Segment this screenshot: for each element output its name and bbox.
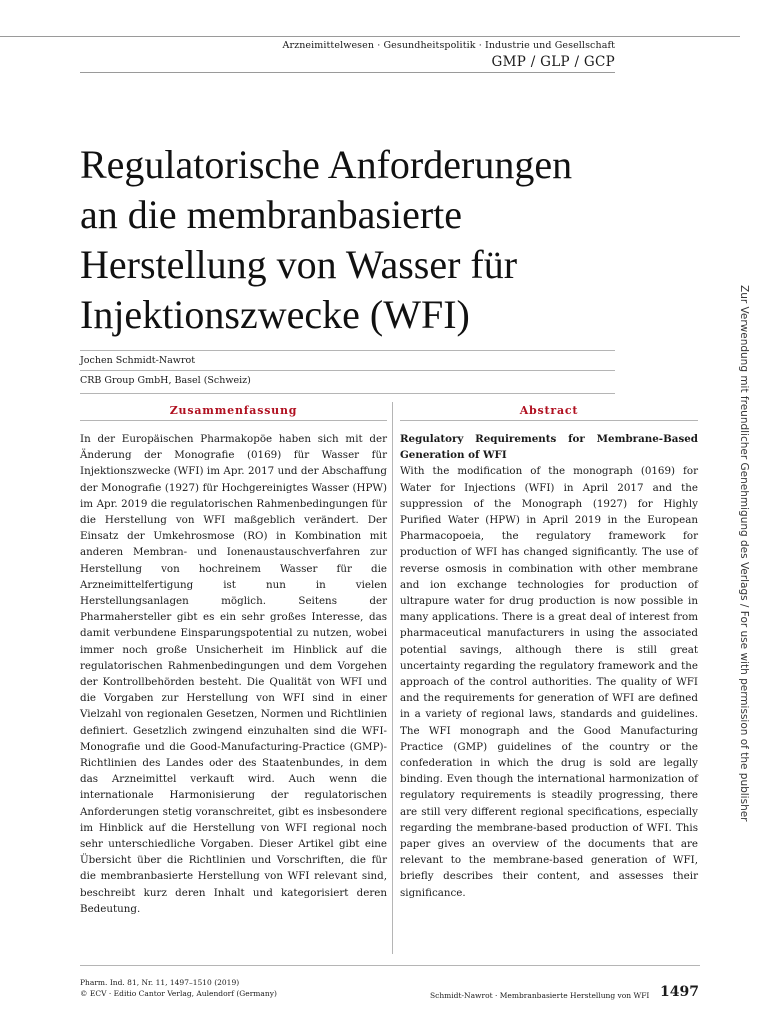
zusammenfassung-column (80, 402, 387, 917)
abstract-heading: Abstract (400, 402, 698, 421)
abstract-subtitle: Regulatory Requirements for Membrane-Based Generation of WFI (400, 433, 698, 462)
footer-journal-citation: Pharm. Ind. 81, Nr. 11, 1497–1510 (2019) (80, 978, 240, 987)
title-line: Herstellung von Wasser für (80, 242, 518, 287)
affiliation-bottom-rule (80, 393, 615, 394)
header-section: GMP / GLP / GCP (491, 54, 615, 70)
zusammenfassung-text: In der Europäischen Pharmakopöe haben sich mit der Änderung der Monografie (0169) für Wasser für Injektionszwecke (WFI) im Apr. 2017 und der Abschaffung der Monografie (1927) für Hochgereinigtes Wasser (HPW) im Apr. 2019 die regulatorischen Rahmenbedingungen für die Herstellung von WFI maßgeblich verändert. Der Einsatz der Umkehrosmose (RO) in Kombination mit anderen Membran- und Ionenaustauschverfahren zur Herstellung von hochreinem Wasser für die Arzneimittelfertigung ist nun in vielen Herstellungsanlagen möglich. Seitens der Pharmahersteller gibt es ein sehr großes Interesse, das damit verbundene Einsparungspotential zu nutzen, wobei immer noch große Unsicherheit im Hinblick auf die regulatorischen Rahmenbedingungen und dem Vorgehen der Kontrollbehörden besteht. Die Qualität von WFI und die Vorgaben zur Herstellung von WFI sind in einer Vielzahl von regionalen Gesetzen, Normen und Richtlinien definiert. Gesetzlich zwingend einzuhalten sind die WFI-Monografie und die Good-Manufacturing-Practice (GMP)-Richtlinien des Landes oder des Staatenbundes, in dem das Arzneimittel verkauft wird. Auch wenn die internationale Harmonisierung der regulatorischen Anforderungen stetig voranschreitet, gibt es insbesondere im Hinblick auf die Herstellung von WFI regional noch sehr unterschiedliche Vorgaben. Dieser Artikel gibt eine Übersicht über die Richtlinien und Vorschriften, die für die membranbasierte Herstellung von WFI relevant sind, beschreibt kurz deren Inhalt und kategorisiert deren Bedeutung. (80, 433, 387, 915)
side-permission-note (737, 285, 749, 845)
footer-running-title: Schmidt-Nawrot · Membranbasierte Herstellung von WFI (430, 991, 650, 1000)
abstract-text: With the modification of the monograph (0169) for Water for Injections (WFI) in April 2017 and the suppression of the Monograph (1927) for Highly Purified Water (HPW) in April 2019 in the European Pharmacopoeia, the regulatory framework for production of WFI has changed significantly. The use of reverse osmosis in combination with other membrane and ion exchange technologies for production of ultrapure water for drug production is now possible in many applications. There is a great deal of interest from pharmaceutical manufacturers in using the associated potential savings, although there is still great uncertainty regarding the regulatory framework and the approach of the control authorities. The quality of WFI and the requirements for generation of WFI are defined in a variety of regional laws, standards and guidelines. The WFI monograph and the Good Manufacturing Practice (GMP) guidelines of the country or the confederation in which the drug is sold are legally binding. Even though the international harmonization of regulatory requirements is steadily progressing, there are still very different regional specifications, especially regarding the membrane-based production of WFI. This paper gives an overview of the documents that are relevant to the membrane-based generation of WFI, briefly describes their content, and assesses their significance. (400, 465, 698, 899)
affiliation-rule (80, 370, 615, 371)
author-affiliation: CRB Group GmbH, Basel (Schweiz) (80, 375, 251, 386)
title-line: an die membranbasierte (80, 192, 463, 237)
header-top-rule (0, 36, 740, 37)
column-divider (392, 402, 393, 954)
abstract-column (400, 402, 698, 901)
header-bottom-rule (80, 72, 615, 73)
zusammenfassung-heading: Zusammenfassung (80, 402, 387, 421)
title-line: Regulatorische Anforderungen (80, 142, 573, 187)
title-line: Injektionszwecke (WFI) (80, 292, 470, 337)
footer-rule (80, 965, 700, 966)
article-title (80, 140, 640, 340)
side-permission-text: Zur Verwendung mit freundlicher Genehmigung des Verlags / For use with permission of the publisher (738, 285, 750, 822)
footer-publisher: © ECV · Editio Cantor Verlag, Aulendorf (Germany) (80, 989, 277, 998)
footer-journal-info (80, 977, 277, 999)
page-number: 1497 (660, 984, 699, 1000)
header-category: Arzneimittelwesen · Gesundheitspolitik · Industrie und Gesellschaft (282, 40, 615, 51)
author-rule (80, 350, 615, 351)
author-name: Jochen Schmidt-Nawrot (80, 355, 196, 366)
